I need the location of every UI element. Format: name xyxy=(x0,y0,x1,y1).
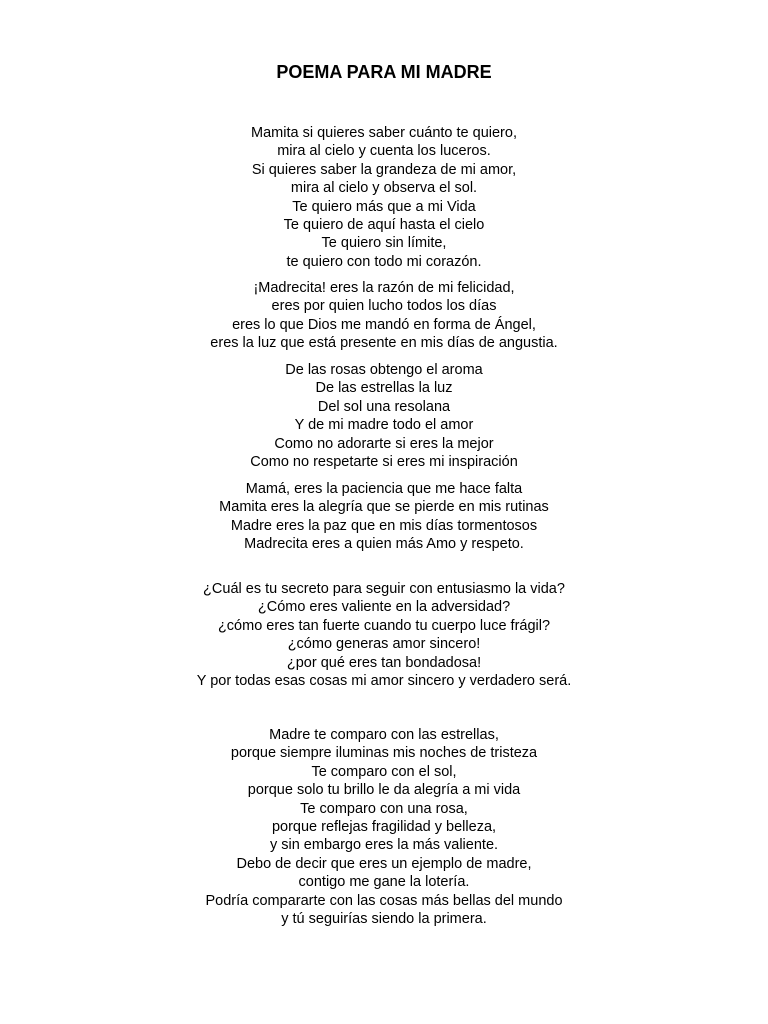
poem-line: Como no adorarte si eres la mejor xyxy=(274,435,494,452)
stanza-5 xyxy=(0,580,768,690)
poem-line: porque reflejas fragilidad y belleza, xyxy=(271,818,497,835)
poem-line: Del sol una resolana xyxy=(317,398,451,415)
poem-line: Y por todas esas cosas mi amor sincero y verdadero será. xyxy=(196,672,572,689)
poem-line: Te quiero sin límite, xyxy=(321,235,447,252)
poem-line: contigo me gane la lotería. xyxy=(298,874,470,891)
poem-line: ¿cómo generas amor sincero! xyxy=(287,636,481,653)
poem-line: te quiero con todo mi corazón. xyxy=(286,253,482,270)
stanza-4 xyxy=(0,480,768,554)
poem-line: ¡Madrecita! eres la razón de mi felicidad, xyxy=(253,280,515,296)
poem-line: ¿por qué eres tan bondadosa! xyxy=(286,654,482,671)
stanza-6 xyxy=(0,726,768,928)
poem-line: Mamita eres la alegría que se pierde en mis rutinas xyxy=(219,499,549,516)
stanza-2 xyxy=(0,279,768,353)
poem-line: Te quiero de aquí hasta el cielo xyxy=(283,216,485,233)
poem-line: porque solo tu brillo le da alegría a mi vida xyxy=(247,782,521,799)
poem-line: Mamita si quieres saber cuánto te quiero, xyxy=(251,125,517,141)
poem-line: ¿Cómo eres valiente en la adversidad? xyxy=(257,599,511,616)
poem-line: Madre eres la paz que en mis días tormentosos xyxy=(230,517,538,534)
poem-line: y tú seguirías siendo la primera. xyxy=(281,910,487,927)
poem-line: Madrecita eres a quien más Amo y respeto. xyxy=(244,536,524,553)
poem-line: eres la luz que está presente en mis días de angustia. xyxy=(210,335,558,352)
poem-line: Si quieres saber la grandeza de mi amor, xyxy=(251,161,517,178)
poem-line: porque siempre iluminas mis noches de tristeza xyxy=(230,745,538,762)
page-title: POEMA PARA MI MADRE xyxy=(276,62,492,82)
poem-line: Y de mi madre todo el amor xyxy=(294,417,474,434)
poem-line: De las rosas obtengo el aroma xyxy=(285,362,483,378)
poem-line: De las estrellas la luz xyxy=(315,380,453,397)
poem-line: ¿Cuál es tu secreto para seguir con entusiasmo la vida? xyxy=(203,581,565,597)
poem-line: mira al cielo y observa el sol. xyxy=(290,180,478,197)
poem-line: Te comparo con el sol, xyxy=(311,763,457,780)
poem-line: Te quiero más que a mi Vida xyxy=(292,198,476,215)
poem-line: ¿cómo eres tan fuerte cuando tu cuerpo luce frágil? xyxy=(217,617,551,634)
poem-line: y sin embargo eres la más valiente. xyxy=(269,837,499,854)
stanza-1 xyxy=(0,124,768,271)
poem-line: Como no respetarte si eres mi inspiración xyxy=(250,453,518,470)
poem-line: mira al cielo y cuenta los luceros. xyxy=(277,143,491,160)
poem-line: Mamá, eres la paciencia que me hace falta xyxy=(245,481,523,497)
poem-line: Te comparo con una rosa, xyxy=(300,800,468,817)
poem-line: eres por quien lucho todos los días xyxy=(271,298,497,315)
poem-line: eres lo que Dios me mandó en forma de Ángel, xyxy=(232,316,536,333)
poem-line: Debo de decir que eres un ejemplo de madre, xyxy=(236,855,532,872)
poem-line: Madre te comparo con las estrellas, xyxy=(269,727,499,743)
stanza-3 xyxy=(0,361,768,471)
poem-line: Podría compararte con las cosas más bellas del mundo xyxy=(205,892,563,909)
